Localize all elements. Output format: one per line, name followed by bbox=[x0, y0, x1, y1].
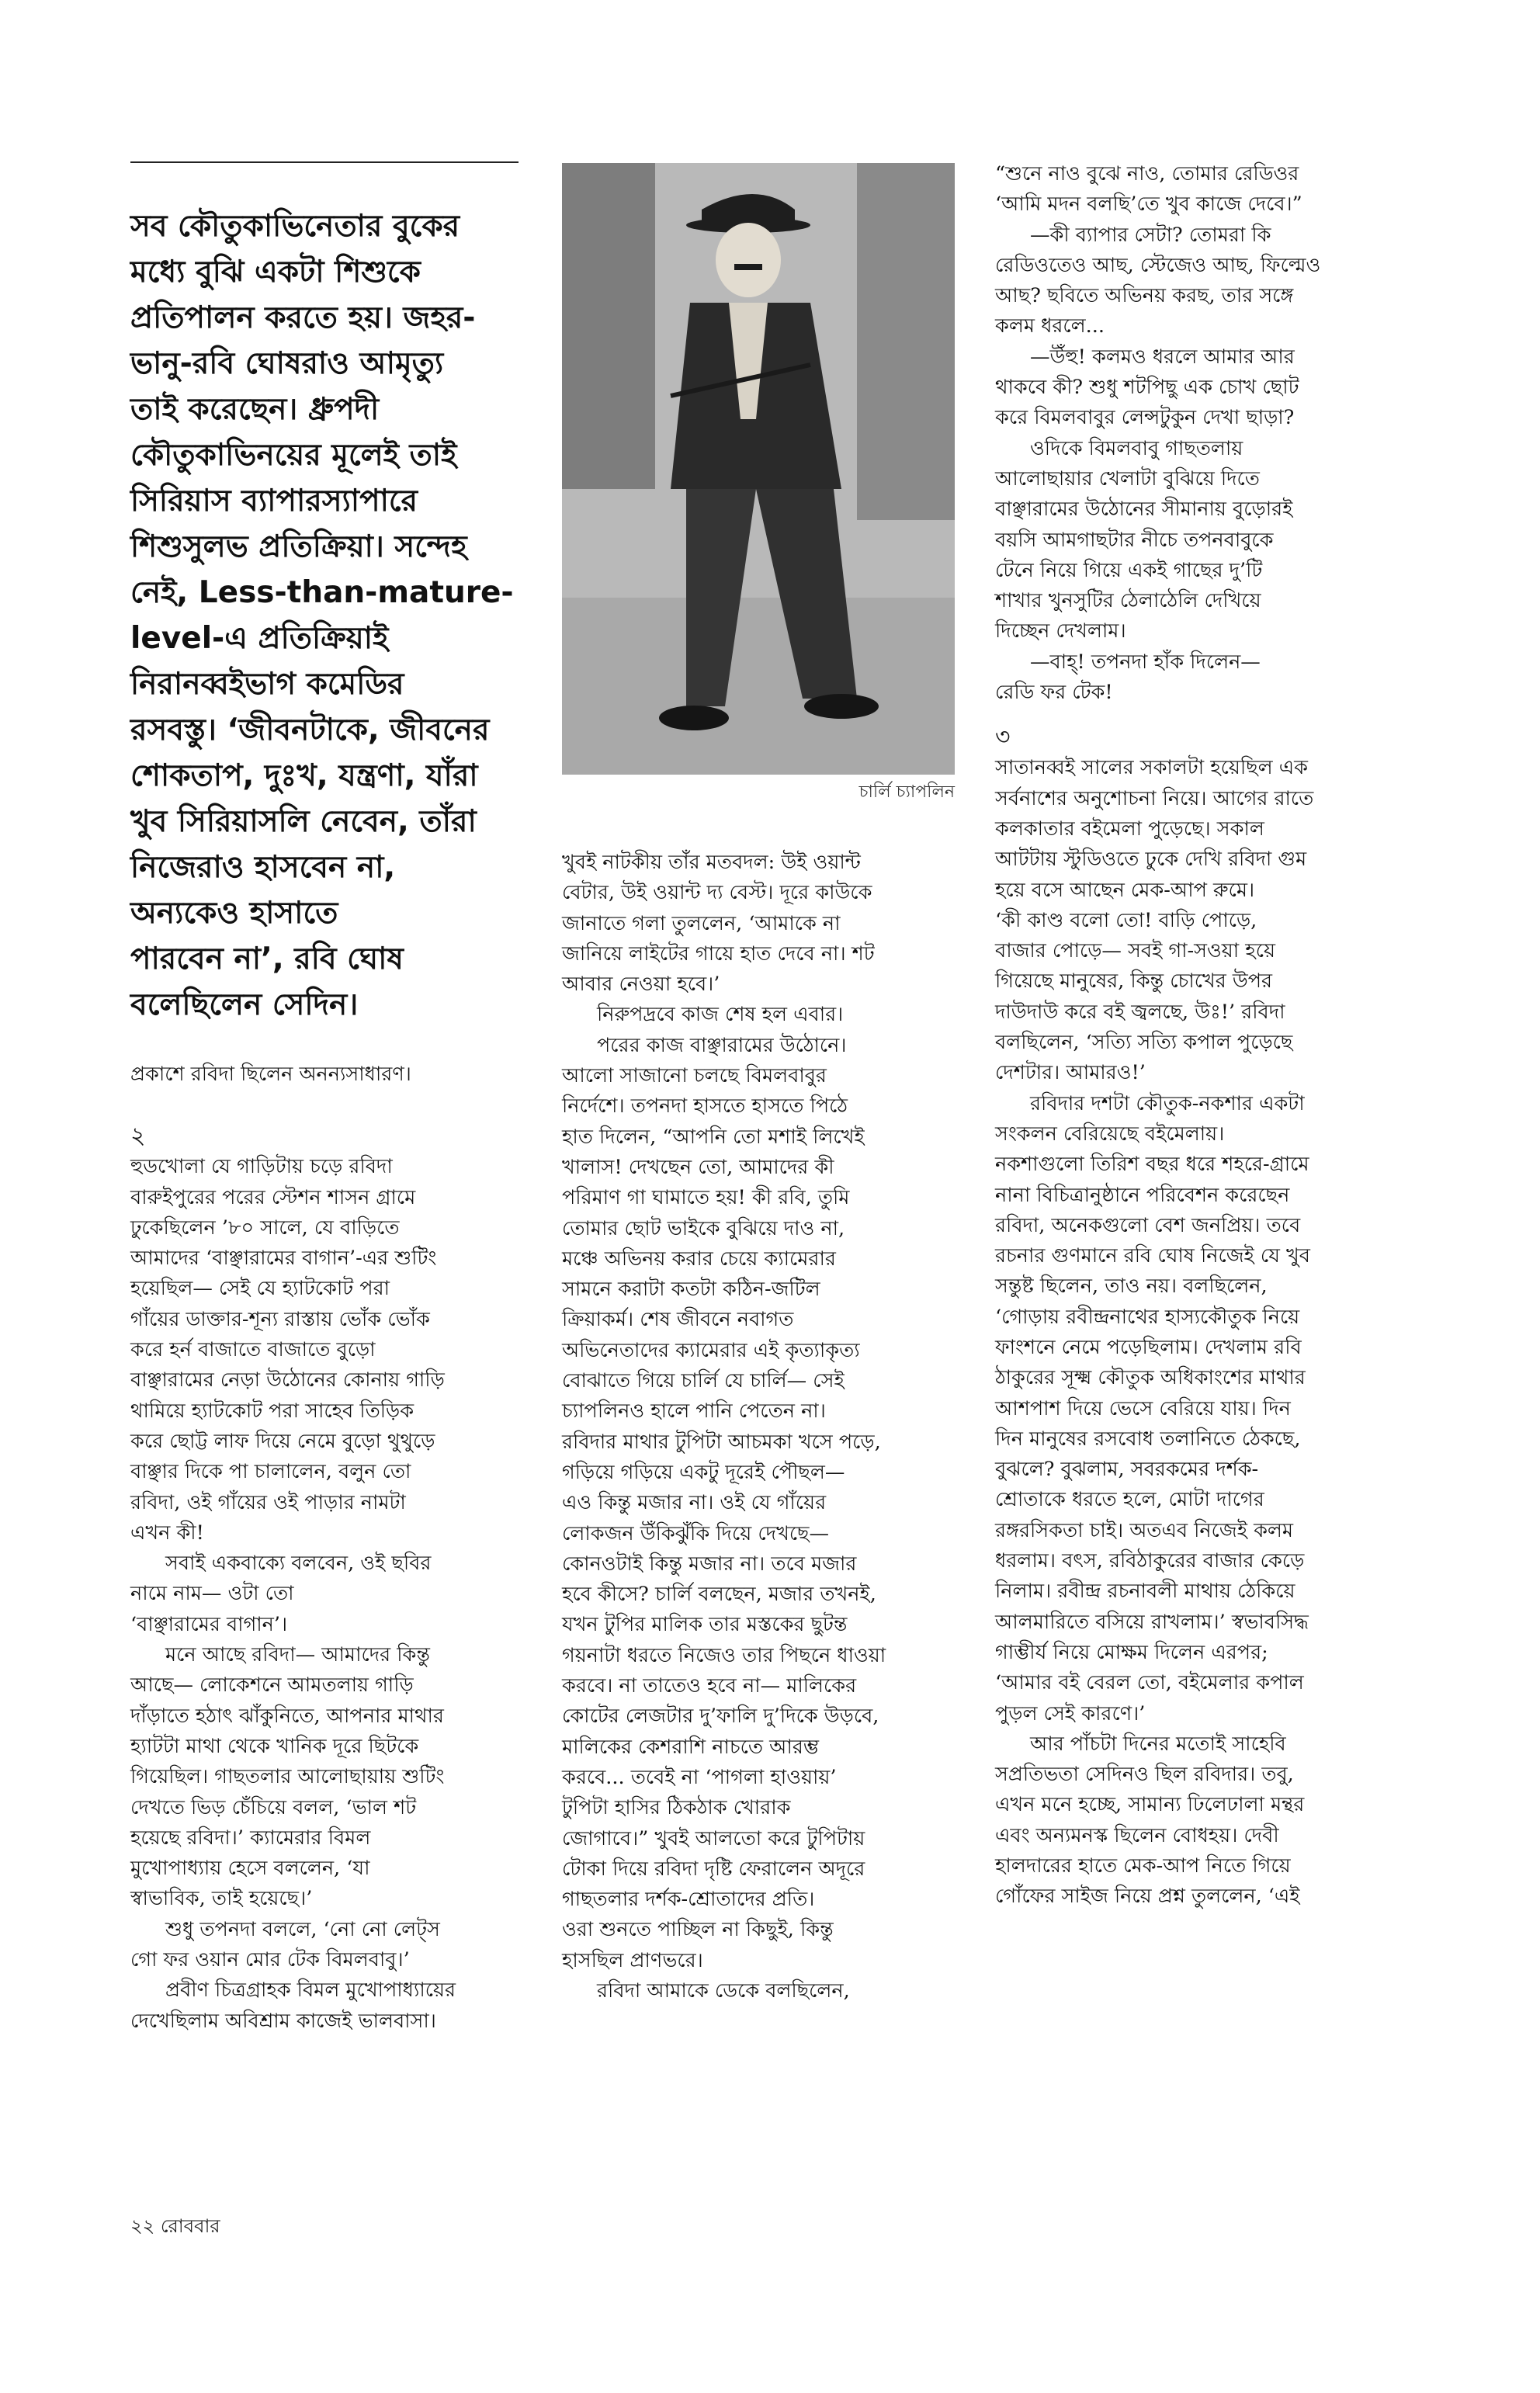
text-line: মালিকের কেশরাশি নাচতে আরম্ভ bbox=[562, 1735, 820, 1759]
text-line: আটটায় স্টুডিওতে ঢুকে দেখি রবিদা গুম bbox=[995, 848, 1307, 872]
text-line: হয়েছে রবিদা।’ ক্যামেরার বিমল bbox=[130, 1826, 371, 1850]
text-line: আছ? ছবিতে অভিনয় করছ, তার সঙ্গে bbox=[995, 284, 1294, 308]
text-line: গিয়েছে মানুষের, কিন্তু চোখের উপর bbox=[995, 969, 1273, 994]
text-line: বোঝাতে গিয়ে চার্লি যে চার্লি— সেই bbox=[562, 1369, 845, 1393]
text-line: নিরুপদ্রবে কাজ শেষ হল এবার। bbox=[597, 1003, 844, 1027]
text-line: লোকজন উঁকিঝুঁকি দিয়ে দেখছে— bbox=[562, 1521, 830, 1545]
text-line: গড়িয়ে গড়িয়ে একটু দূরেই পৌছল— bbox=[562, 1460, 845, 1484]
pull-quote-line: পারবেন না’, রবি ঘোষ bbox=[130, 942, 404, 976]
text-line: নকশাগুলো তিরিশ বছর ধরে শহরে-গ্রামে bbox=[995, 1153, 1309, 1177]
text-line: হাসছিল প্রাণভরে। bbox=[562, 1948, 703, 1972]
text-line: যখন টুপির মালিক তার মস্তকের ছুটন্ত bbox=[562, 1613, 848, 1637]
section-number-2: ২ bbox=[130, 1122, 146, 1150]
text-line: এখন মনে হচ্ছে, সামান্য ঢিলেঢালা মন্থর bbox=[995, 1793, 1305, 1817]
text-line: খালাস! দেখছেন তো, আমাদের কী bbox=[562, 1155, 834, 1179]
pull-quote-line: কৌতুকাভিনয়ের মূলেই তাই bbox=[130, 438, 457, 473]
text-line: দিচ্ছেন দেখলাম। bbox=[995, 619, 1126, 643]
text-line: রেডিওতেও আছ, স্টেজেও আছ, ফিল্মেও bbox=[995, 253, 1321, 277]
column-2-text bbox=[562, 848, 966, 2006]
text-line: হুডখোলা যে গাড়িটায় চড়ে রবিদা bbox=[130, 1155, 393, 1179]
text-line: অভিনেতাদের ক্যামেরার এই কৃত্যাকৃত্য bbox=[562, 1338, 860, 1362]
text-line: —উঁহু! কলমও ধরলে আমার আর bbox=[1030, 345, 1295, 369]
text-line: হয়েছিল— সেই যে হ্যাটকোট পরা bbox=[130, 1277, 390, 1301]
text-line: হালদারের হাতে মেক-আপ নিতে গিয়ে bbox=[995, 1854, 1291, 1878]
text-line: রেডি ফর টেক! bbox=[995, 681, 1113, 705]
text-line: দেখতে ভিড় চেঁচিয়ে বলল, ‘ভাল শট bbox=[130, 1795, 417, 1819]
pull-quote-line: সিরিয়াস ব্যাপারস্যাপারে bbox=[130, 484, 418, 518]
pull-quote-line: তাই করেছেন। ধ্রুপদী bbox=[130, 392, 380, 427]
column-3 bbox=[995, 159, 1414, 1913]
text-line: মুখোপাধ্যায় হেসে বললেন, ‘যা bbox=[130, 1857, 370, 1881]
text-line: বাজার পোড়ে— সবই গা-সওয়া হয়ে bbox=[995, 939, 1275, 963]
intro-line: প্রকাশে রবিদা ছিলেন অনন্যসাধারণ। bbox=[130, 1063, 411, 1086]
column-3-text-a bbox=[995, 159, 1414, 708]
text-line: পুড়ল সেই কারণে।’ bbox=[995, 1701, 1146, 1725]
text-line: গাম্ভীর্য নিয়ে মোক্ষম দিলেন এরপর; bbox=[995, 1640, 1268, 1664]
text-line: আলোছায়ার খেলাটা বুঝিয়ে দিতে bbox=[995, 466, 1260, 491]
text-line: সন্তুষ্ট ছিলেন, তাও নয়। বলছিলেন, bbox=[995, 1275, 1268, 1299]
text-line: গাঁয়ের ডাক্তার-শূন্য রাস্তায় ভোঁক ভোঁক bbox=[130, 1307, 430, 1331]
text-line: আশপাশ দিয়ে ভেসে বেরিয়ে যায়। দিন bbox=[995, 1396, 1291, 1420]
text-line: —বাহ্‌! তপনদা হাঁক দিলেন— bbox=[1030, 650, 1261, 674]
column-1 bbox=[130, 1060, 534, 2037]
text-line: বারুইপুরের পরের স্টেশন শাসন গ্রামে bbox=[130, 1185, 416, 1209]
pull-quote-line: খুব সিরিয়াসলি নেবেন, তাঁরা bbox=[130, 804, 477, 839]
pull-quote-line: নিরানব্বইভাগ কমেডির bbox=[130, 667, 404, 702]
pull-quote-line: নেই, Less-than-mature- bbox=[130, 575, 514, 610]
pull-quote-line: বলেছিলেন সেদিন। bbox=[130, 987, 359, 1022]
text-line: বলছিলেন, ‘সত্যি সত্যি কপাল পুড়েছে bbox=[995, 1031, 1293, 1055]
text-line: করে ছোট্ট লাফ দিয়ে নেমে বুড়ো থুথুড়ে bbox=[130, 1429, 435, 1453]
text-line: দাঁড়াতে হঠাৎ ঝাঁকুনিতে, আপনার মাথার bbox=[130, 1704, 444, 1728]
text-line: টেনে নিয়ে গিয়ে একই গাছের দু’টি bbox=[995, 558, 1263, 582]
text-line: সাতানব্বই সালের সকালটা হয়েছিল এক bbox=[995, 756, 1308, 780]
text-line: বেটার, উই ওয়ান্ট দ্য বেস্ট। দূরে কাউকে bbox=[562, 881, 872, 905]
text-line: পরিমাণ গা ঘামাতে হয়! কী রবি, তুমি bbox=[562, 1186, 850, 1210]
pull-quote-line: মধ্যে বুঝি একটা শিশুকে bbox=[130, 255, 421, 290]
photo-caption: চার্লি চ্যাপলিন bbox=[858, 782, 955, 802]
text-line: ওরা শুনতে পাচ্ছিল না কিছুই, কিন্তু bbox=[562, 1918, 834, 1942]
pull-quote-line: সব কৌতুকাভিনেতার বুকের bbox=[130, 209, 460, 244]
page-footer: ২২ রোববার bbox=[130, 2215, 220, 2237]
text-line: মনে আছে রবিদা— আমাদের কিন্তু bbox=[165, 1643, 430, 1667]
text-line: ‘বাঞ্ছারামের বাগান’। bbox=[130, 1612, 288, 1636]
pull-quote bbox=[130, 203, 534, 1028]
text-line: ‘আমি মদন বলছি’তে খুব কাজে দেবে।” bbox=[995, 192, 1302, 217]
text-line: “শুনে নাও বুঝে নাও, তোমার রেডিওর bbox=[995, 162, 1299, 186]
text-line: শুধু তপনদা বললে, ‘নো নো লেট্‌স bbox=[165, 1917, 440, 1941]
text-line: কোনওটাই কিন্তু মজার না। তবে মজার bbox=[562, 1552, 857, 1576]
text-line: দিন মানুষের রসবোধ তলানিতে ঠেকছে, bbox=[995, 1427, 1301, 1451]
text-line: কোটের লেজটার দু’ফালি দু’দিকে উড়বে, bbox=[562, 1705, 879, 1729]
text-line: নামে নাম— ওটা তো bbox=[130, 1582, 294, 1606]
text-line: নির্দেশে। তপনদা হাসতে হাসতে পিঠে bbox=[562, 1094, 848, 1118]
text-line: রবিদা, ওই গাঁয়ের ওই পাড়ার নামটা bbox=[130, 1490, 406, 1514]
text-line: স্বাভাবিক, তাই হয়েছে।’ bbox=[130, 1887, 313, 1911]
text-line: হ্যাটটা মাথা থেকে খানিক দূরে ছিটকে bbox=[130, 1734, 419, 1758]
text-line: হবে কীসে? চার্লি বলছেন, মজার তখনই, bbox=[562, 1583, 876, 1607]
text-line: কলকাতার বইমেলা পুড়েছে। সকাল bbox=[995, 817, 1264, 841]
text-line: সবাই একবাক্যে বলবেন, ওই ছবির bbox=[165, 1552, 432, 1576]
text-line: আলমারিতে বসিয়ে রাখলাম।’ স্বভাবসিদ্ধ bbox=[995, 1610, 1309, 1634]
text-line: বাঞ্ছার দিকে পা চালালেন, বলুন তো bbox=[130, 1460, 411, 1484]
text-line: সপ্রতিভতা সেদিনও ছিল রবিদার। তবু, bbox=[995, 1763, 1294, 1787]
text-line: ধরলাম। বৎস, রবিঠাকুরের বাজার কেড়ে bbox=[995, 1549, 1305, 1573]
text-line: আছে— লোকেশনে আমতলায় গাড়ি bbox=[130, 1673, 414, 1698]
text-line: রবিদার মাথার টুপিটা আচমকা খসে পড়ে, bbox=[562, 1430, 881, 1454]
column-2 bbox=[562, 848, 966, 2006]
text-line: মঞ্চে অভিনয় করার চেয়ে ক্যামেরার bbox=[562, 1247, 836, 1271]
text-line: আর পাঁচটা দিনের মতোই সাহেবি bbox=[1030, 1732, 1286, 1756]
text-line: নানা বিচিত্রানুষ্ঠানে পরিবেশন করেছেন bbox=[995, 1183, 1290, 1207]
pull-quote-line: অন্যকেও হাসাতে bbox=[130, 896, 338, 931]
text-line: শ্রোতাকে ধরতে হলে, মোটা দাগের bbox=[995, 1488, 1264, 1512]
text-line: এবং অন্যমনস্ক ছিলেন বোধহয়। দেবী bbox=[995, 1823, 1279, 1847]
section-number-3: ৩ bbox=[995, 723, 1011, 751]
text-line: ওদিকে বিমলবাবু গাছতলায় bbox=[1030, 436, 1243, 460]
text-line: ক্রিয়াকর্ম। শেষ জীবনে নবাগত bbox=[562, 1308, 794, 1332]
text-line: করবে। না তাতেও হবে না— মালিকের bbox=[562, 1674, 857, 1698]
text-line: টোকা দিয়ে রবিদা দৃষ্টি ফেরালেন অদূরে bbox=[562, 1857, 865, 1881]
text-line: থাকবে কী? শুধু শটপিছু এক চোখ ছোট bbox=[995, 376, 1299, 400]
text-line: পরের কাজ বাঞ্ছারামের উঠোনে। bbox=[597, 1033, 847, 1057]
text-line: টুপিটা হাসির ঠিকঠাক খোরাক bbox=[562, 1796, 791, 1820]
text-line: গোঁফের সাইজ নিয়ে প্রশ্ন তুললেন, ‘এই bbox=[995, 1885, 1300, 1909]
photo-charlie-chaplin bbox=[562, 163, 955, 775]
text-line: রচনার গুণমানে রবি ঘোষ নিজেই যে খুব bbox=[995, 1244, 1310, 1268]
text-line: দেখেছিলাম অবিশ্রাম কাজেই ভালবাসা। bbox=[130, 2009, 436, 2033]
text-line: জোগাবে।” খুবই আলতো করে টুপিটায় bbox=[562, 1826, 865, 1850]
text-line: শাখার খুনসুটির ঠেলাঠেলি দেখিয়ে bbox=[995, 589, 1261, 613]
text-line: জানিয়ে লাইটের গায়ে হাত দেবে না। শট bbox=[562, 942, 875, 966]
pull-quote-line: নিজেরাও হাসবেন না, bbox=[130, 850, 396, 885]
text-line: ঢুকেছিলেন ’৮০ সালে, যে বাড়িতে bbox=[130, 1216, 400, 1240]
text-line: ফাংশনে নেমে পড়েছিলাম। দেখলাম রবি bbox=[995, 1335, 1302, 1359]
text-line: রবিদা, অনেকগুলো বেশ জনপ্রিয়। তবে bbox=[995, 1213, 1301, 1237]
text-line: তোমার ছোট ভাইকে বুঝিয়ে দাও না, bbox=[562, 1216, 845, 1240]
text-line: গিয়েছিল। গাছতলার আলোছায়ায় শুটিং bbox=[130, 1765, 445, 1789]
text-line: ‘গোড়ায় রবীন্দ্রনাথের হাস্যকৌতুক নিয়ে bbox=[995, 1305, 1300, 1329]
text-line: নিলাম। রবীন্দ্র রচনাবলী মাথায় ঠেকিয়ে bbox=[995, 1580, 1295, 1604]
pull-quote-line: রসবস্তু। ‘জীবনটাকে, জীবনের bbox=[130, 713, 490, 747]
text-line: এখন কী! bbox=[130, 1521, 204, 1545]
text-line: দেশটার। আমারও!’ bbox=[995, 1061, 1146, 1085]
column-3-text-b bbox=[995, 753, 1414, 1912]
text-line: বাঞ্ছারামের নেড়া উঠোনের কোনায় গাড়ি bbox=[130, 1368, 445, 1392]
pull-quote-line: প্রতিপালন করতে হয়। জহর- bbox=[130, 300, 476, 335]
text-line: ‘আমার বই বেরল তো, বইমেলার কপাল bbox=[995, 1671, 1304, 1695]
text-line: জানাতে গলা তুললেন, ‘আমাকে না bbox=[562, 911, 841, 935]
text-line: ঠাকুরের সূক্ষ্ম কৌতুক অধিকাংশের মাথার bbox=[995, 1366, 1306, 1390]
text-line: করে বিমলবাবুর লেন্সটুকুন দেখা ছাড়া? bbox=[995, 406, 1295, 430]
text-line: করে হর্ন বাজাতে বাজাতে বুড়ো bbox=[130, 1338, 376, 1362]
text-line: বাঞ্ছারামের উঠোনের সীমানায় বুড়োরই bbox=[995, 498, 1293, 522]
text-line: আলো সাজানো চলছে বিমলবাবুর bbox=[562, 1064, 827, 1088]
text-line: আবার নেওয়া হবে।’ bbox=[562, 973, 720, 997]
text-line: থামিয়ে হ্যাটকোট পরা সাহেব তিড়িক bbox=[130, 1399, 414, 1423]
text-line: গো ফর ওয়ান মোর টেক বিমলবাবু।’ bbox=[130, 1948, 410, 1972]
text-line: সংকলন বেরিয়েছে বইমেলায়। bbox=[995, 1122, 1225, 1146]
text-line: সামনে করাটা কতটা কঠিন-জটিল bbox=[562, 1278, 820, 1302]
pull-quote-line: level-এ প্রতিক্রিয়াই bbox=[130, 621, 389, 656]
text-line: রবিদা আমাকে ডেকে বলছিলেন, bbox=[597, 1979, 850, 2003]
text-line: —কী ব্যাপার সেটা? তোমরা কি bbox=[1030, 223, 1271, 247]
text-line: ‘কী কাণ্ড বলো তো! বাড়ি পোড়ে, bbox=[995, 908, 1257, 932]
text-line: কলম ধরলে... bbox=[995, 314, 1105, 338]
text-line: খুবই নাটকীয় তাঁর মতবদল: উই ওয়ান্ট bbox=[562, 851, 861, 874]
text-line: সর্বনাশের অনুশোচনা নিয়ে। আগের রাতে bbox=[995, 786, 1314, 810]
text-line: বুঝলে? বুঝলাম, সবরকমের দর্শক- bbox=[995, 1458, 1259, 1482]
pull-quote-line: ভানু-রবি ঘোষরাও আমৃত্যু bbox=[130, 346, 444, 381]
text-line: রবিদার দশটা কৌতুক-নকশার একটা bbox=[1030, 1091, 1305, 1115]
text-line: গয়নাটা ধরতে নিজেও তার পিছনে ধাওয়া bbox=[562, 1643, 886, 1667]
text-line: দাউদাউ করে বই জ্বলছে, উঃ!’ রবিদা bbox=[995, 1000, 1285, 1024]
text-line: গাছতলার দর্শক-শ্রোতাদের প্রতি। bbox=[562, 1888, 815, 1912]
text-line: রঙ্গরসিকতা চাই। অতএব নিজেই কলম bbox=[995, 1518, 1294, 1542]
text-line: আমাদের ‘বাঞ্ছারামের বাগান’-এর শুটিং bbox=[130, 1247, 437, 1271]
pull-quote-line: শিশুসুলভ প্রতিক্রিয়া। সন্দেহ bbox=[130, 529, 467, 564]
text-line: এও কিন্তু মজার না। ওই যে গাঁয়ের bbox=[562, 1491, 827, 1515]
top-rule bbox=[130, 161, 519, 163]
text-line: হয়ে বসে আছেন মেক-আপ রুমে। bbox=[995, 878, 1255, 902]
text-line: করবে... তবেই না ‘পাগলা হাওয়ায়’ bbox=[562, 1765, 837, 1789]
pull-quote-line: শোকতাপ, দুঃখ, যন্ত্রণা, যাঁরা bbox=[130, 758, 478, 793]
column-1-text bbox=[130, 1152, 534, 2037]
text-line: প্রবীণ চিত্রগ্রাহক বিমল মুখোপাধ্যায়ের bbox=[165, 1979, 456, 2003]
text-line: হাত দিলেন, “আপনি তো মশাই লিখেই bbox=[562, 1125, 865, 1149]
text-line: চ্যাপলিনও হালে পানি পেতেন না। bbox=[562, 1399, 826, 1424]
text-line: বয়সি আমগাছটার নীচে তপনবাবুকে bbox=[995, 528, 1274, 552]
